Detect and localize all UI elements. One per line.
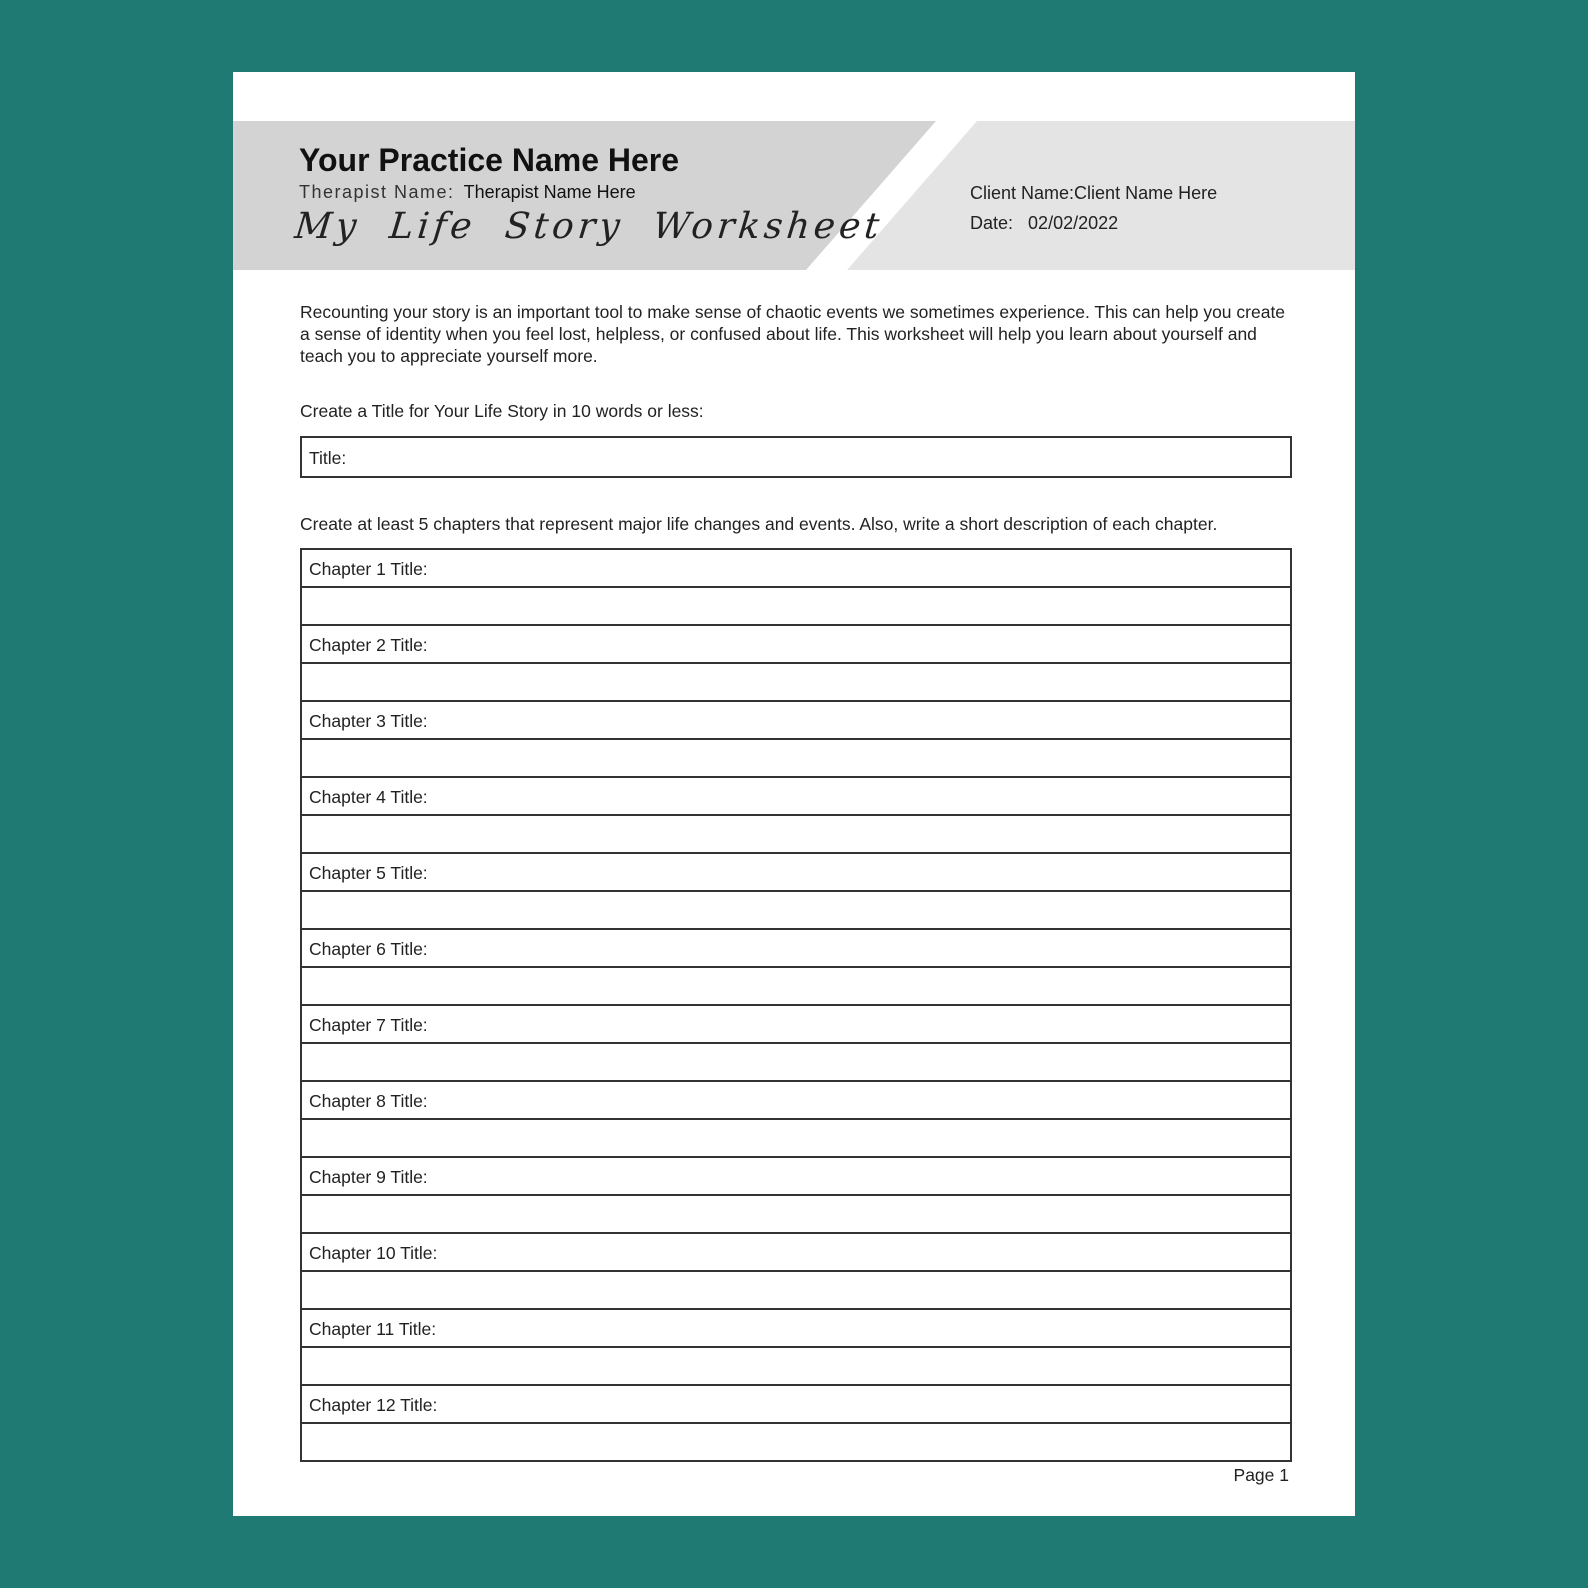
chapter-title-label: Chapter 9 Title:	[309, 1167, 428, 1187]
date-line	[970, 213, 1118, 234]
chapter-title-field[interactable]	[302, 1006, 1290, 1044]
chapter-2	[302, 626, 1290, 702]
chapter-title-label: Chapter 2 Title:	[309, 635, 428, 655]
title-prompt: Create a Title for Your Life Story in 10 words or less:	[300, 401, 704, 421]
chapter-description-field[interactable]	[302, 1424, 1290, 1460]
chapter-description-field[interactable]	[302, 816, 1290, 854]
chapter-6	[302, 930, 1290, 1006]
life-story-title-field[interactable]	[300, 436, 1292, 478]
chapters-prompt: Create at least 5 chapters that represent major life changes and events. Also, write a short description of each chapter.	[300, 514, 1218, 534]
chapter-1	[302, 550, 1290, 626]
chapter-4	[302, 778, 1290, 854]
client-name-field[interactable]: Client Name Here	[1074, 183, 1218, 203]
chapter-5	[302, 854, 1290, 930]
chapter-description-field[interactable]	[302, 740, 1290, 778]
chapter-title-label: Chapter 6 Title:	[309, 939, 428, 959]
chapter-11	[302, 1310, 1290, 1386]
worksheet-title: My Life Story Worksheet	[292, 206, 886, 247]
chapter-8	[302, 1082, 1290, 1158]
chapter-3	[302, 702, 1290, 778]
chapter-title-field[interactable]	[302, 550, 1290, 588]
chapter-title-label: Chapter 8 Title:	[309, 1091, 428, 1111]
chapter-title-label: Chapter 11 Title:	[309, 1319, 437, 1339]
chapter-title-field[interactable]	[302, 626, 1290, 664]
chapter-10	[302, 1234, 1290, 1310]
chapter-description-field[interactable]	[302, 1196, 1290, 1234]
chapter-description-field[interactable]	[302, 588, 1290, 626]
chapter-title-field[interactable]	[302, 1234, 1290, 1272]
chapter-title-label: Chapter 10 Title:	[309, 1243, 438, 1263]
chapter-7	[302, 1006, 1290, 1082]
chapter-description-field[interactable]	[302, 968, 1290, 1006]
chapter-description-field[interactable]	[302, 1120, 1290, 1158]
chapter-description-field[interactable]	[302, 1348, 1290, 1386]
therapist-name-field[interactable]: Therapist Name Here	[463, 182, 636, 202]
client-label: Client Name:	[970, 183, 1075, 203]
therapist-label: Therapist Name:	[299, 182, 455, 202]
chapter-title-field[interactable]	[302, 778, 1290, 816]
chapter-title-field[interactable]	[302, 1158, 1290, 1196]
chapter-12	[302, 1386, 1290, 1460]
chapter-description-field[interactable]	[302, 1272, 1290, 1310]
chapter-title-label: Chapter 3 Title:	[309, 711, 428, 731]
chapter-title-field[interactable]	[302, 854, 1290, 892]
chapter-title-label: Chapter 5 Title:	[309, 863, 428, 883]
chapter-description-field[interactable]	[302, 664, 1290, 702]
page-number: Page 1	[1233, 1465, 1289, 1485]
practice-name: Your Practice Name Here	[299, 142, 680, 178]
client-line	[970, 183, 1217, 204]
title-field-label: Title:	[309, 448, 347, 468]
chapter-title-label: Chapter 12 Title:	[309, 1395, 438, 1415]
chapter-description-field[interactable]	[302, 1044, 1290, 1082]
chapter-title-field[interactable]	[302, 1386, 1290, 1424]
chapter-title-field[interactable]	[302, 702, 1290, 740]
chapters-table	[300, 548, 1292, 1462]
date-field[interactable]: 02/02/2022	[1028, 213, 1119, 233]
chapter-title-field[interactable]	[302, 1082, 1290, 1120]
chapter-title-label: Chapter 4 Title:	[309, 787, 428, 807]
worksheet-page	[233, 72, 1355, 1516]
chapter-title-field[interactable]	[302, 1310, 1290, 1348]
intro-paragraph: Recounting your story is an important tool to make sense of chaotic events we sometimes experience. This can help you create a sense of identity when you feel lost, helpless, or confused about life. This worksheet will help you learn about yourself and teach you to appreciate yourself more.	[300, 302, 1286, 366]
chapter-title-field[interactable]	[302, 930, 1290, 968]
chapter-title-label: Chapter 7 Title:	[309, 1015, 428, 1035]
date-label: Date:	[970, 213, 1014, 233]
chapter-title-label: Chapter 1 Title:	[309, 559, 428, 579]
therapist-line	[299, 182, 636, 203]
chapter-9	[302, 1158, 1290, 1234]
chapter-description-field[interactable]	[302, 892, 1290, 930]
